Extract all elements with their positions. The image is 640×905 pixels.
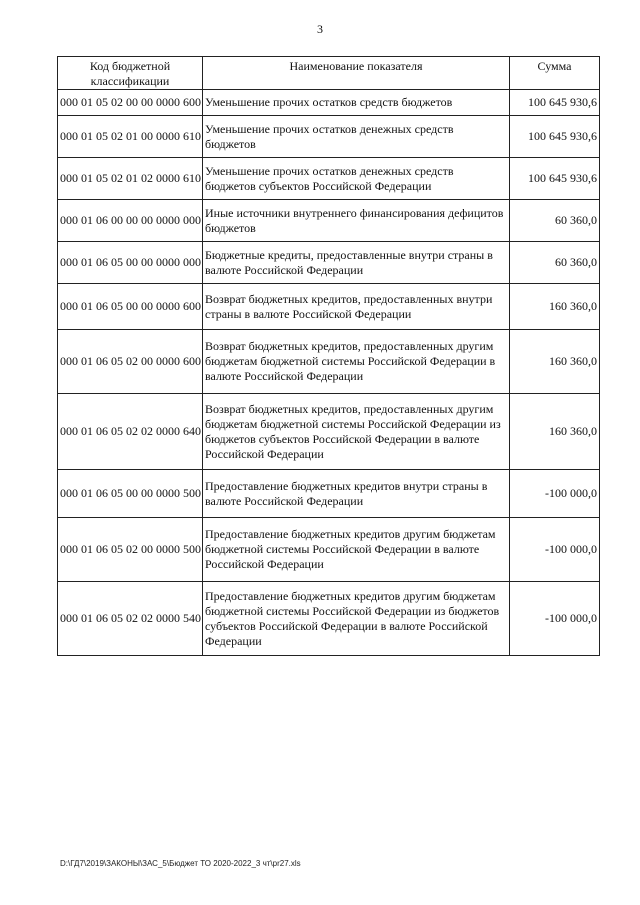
row-name: Предоставление бюджетных кредитов другим бюджетам бюджетной системы Российской Федерации из бюджетов субъектов Российской Федерации в валюте Российской Федерации bbox=[203, 582, 510, 656]
table-header-row bbox=[58, 57, 600, 90]
row-name: Возврат бюджетных кредитов, предоставленных другим бюджетам бюджетной системы Российской Федерации в валюте Российской Федерации bbox=[203, 330, 510, 394]
row-code: 000 01 05 02 01 02 0000 610 bbox=[58, 158, 203, 200]
row-amount: 160 360,0 bbox=[510, 284, 600, 330]
row-name: Иные источники внутреннего финансирования дефицитов бюджетов bbox=[203, 200, 510, 242]
row-name: Предоставление бюджетных кредитов внутри страны в валюте Российской Федерации bbox=[203, 470, 510, 518]
row-amount: 100 645 930,6 bbox=[510, 116, 600, 158]
footer-file-path: D:\ГД7\2019\ЗАКОНЫ\ЗАС_5\Бюджет ТО 2020-2022_3 чт\pr27.xls bbox=[60, 859, 301, 868]
row-code: 000 01 06 00 00 00 0000 000 bbox=[58, 200, 203, 242]
row-code: 000 01 06 05 02 00 0000 600 bbox=[58, 330, 203, 394]
table-row bbox=[58, 582, 600, 656]
row-name: Возврат бюджетных кредитов, предоставленных другим бюджетам бюджетной системы Российской Федерации из бюджетов субъектов Российской Федерации в валюте Российской Федерации bbox=[203, 394, 510, 470]
row-code: 000 01 06 05 00 00 0000 500 bbox=[58, 470, 203, 518]
row-code: 000 01 06 05 02 00 0000 500 bbox=[58, 518, 203, 582]
row-code: 000 01 06 05 00 00 0000 000 bbox=[58, 242, 203, 284]
row-code: 000 01 05 02 00 00 0000 600 bbox=[58, 90, 203, 116]
row-amount: 160 360,0 bbox=[510, 330, 600, 394]
row-code: 000 01 06 05 00 00 0000 600 bbox=[58, 284, 203, 330]
row-name: Уменьшение прочих остатков средств бюджетов bbox=[203, 90, 510, 116]
row-code: 000 01 06 05 02 02 0000 640 bbox=[58, 394, 203, 470]
table-row bbox=[58, 330, 600, 394]
row-code: 000 01 05 02 01 00 0000 610 bbox=[58, 116, 203, 158]
table-row bbox=[58, 158, 600, 200]
table-row bbox=[58, 90, 600, 116]
row-name: Возврат бюджетных кредитов, предоставленных внутри страны в валюте Российской Федерации bbox=[203, 284, 510, 330]
row-amount: 60 360,0 bbox=[510, 242, 600, 284]
header-name: Наименование показателя bbox=[203, 57, 510, 90]
table-row bbox=[58, 284, 600, 330]
table-row bbox=[58, 116, 600, 158]
table-row bbox=[58, 242, 600, 284]
row-amount: -100 000,0 bbox=[510, 470, 600, 518]
row-name: Бюджетные кредиты, предоставленные внутри страны в валюте Российской Федерации bbox=[203, 242, 510, 284]
table-row bbox=[58, 200, 600, 242]
header-code: Код бюджетной классификации bbox=[58, 57, 203, 90]
row-name: Предоставление бюджетных кредитов другим бюджетам бюджетной системы Российской Федерации в валюте Российской Федерации bbox=[203, 518, 510, 582]
row-amount: -100 000,0 bbox=[510, 582, 600, 656]
row-code: 000 01 06 05 02 02 0000 540 bbox=[58, 582, 203, 656]
row-amount: 60 360,0 bbox=[510, 200, 600, 242]
row-name: Уменьшение прочих остатков денежных средств бюджетов субъектов Российской Федерации bbox=[203, 158, 510, 200]
row-amount: 100 645 930,6 bbox=[510, 90, 600, 116]
page-number: 3 bbox=[317, 22, 323, 36]
budget-sources-table bbox=[57, 56, 600, 656]
row-amount: 100 645 930,6 bbox=[510, 158, 600, 200]
row-amount: -100 000,0 bbox=[510, 518, 600, 582]
table-row bbox=[58, 518, 600, 582]
row-name: Уменьшение прочих остатков денежных средств бюджетов bbox=[203, 116, 510, 158]
table-row bbox=[58, 470, 600, 518]
table-row bbox=[58, 394, 600, 470]
header-amount: Сумма bbox=[510, 57, 600, 90]
row-amount: 160 360,0 bbox=[510, 394, 600, 470]
